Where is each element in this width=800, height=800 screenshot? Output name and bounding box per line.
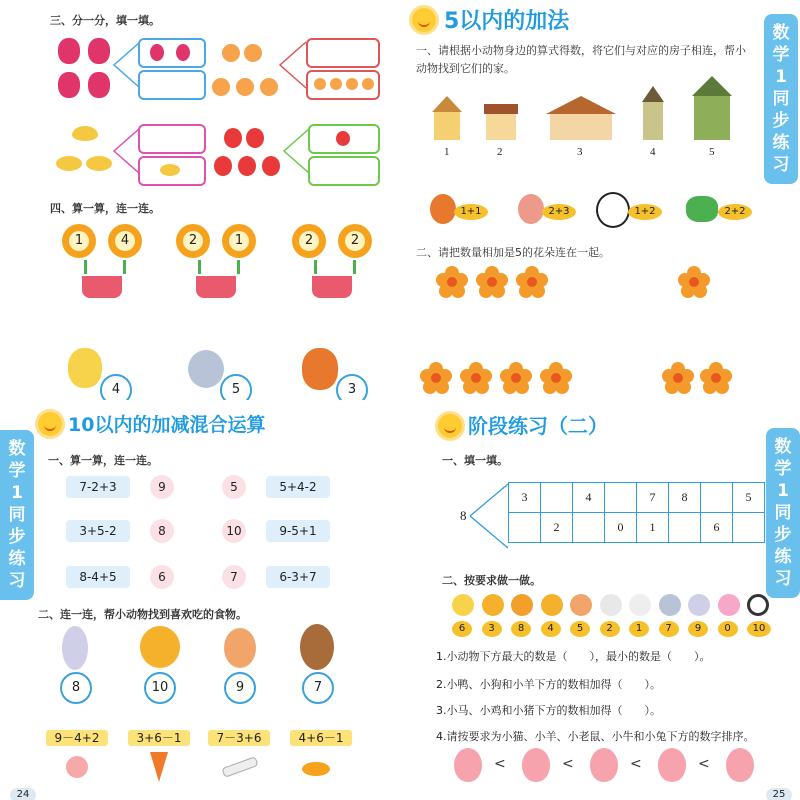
rabbit-icon (688, 594, 710, 616)
house-number: 5 (709, 146, 715, 158)
food-expression[interactable]: 3+6－1 (128, 730, 190, 746)
animal-number: 9 (688, 621, 708, 637)
page-number: 24 (10, 788, 36, 800)
mouse-icon (188, 350, 224, 388)
grid-cell[interactable] (509, 513, 541, 543)
number-circle[interactable]: 9 (150, 475, 174, 499)
fox-number[interactable]: 3 (336, 374, 368, 400)
house-3[interactable] (546, 96, 616, 140)
expression-box[interactable]: 5+4-2 (266, 476, 330, 498)
animal-number: 6 (452, 621, 472, 637)
mouse-icon (659, 594, 681, 616)
section-1-instruction: 一、请根据小动物身边的算式得数，将它们与对应的房子相连，帮小动物找到它们的家。 (416, 44, 746, 75)
quadrant-addition-within-5 (400, 0, 800, 400)
house-number: 1 (444, 146, 450, 158)
quadrant-shapes-sorting (0, 0, 400, 400)
cat-icon (518, 194, 544, 224)
crocodile-icon (686, 196, 718, 222)
flower-icon[interactable] (476, 266, 508, 298)
section-2-heading: 二、连一连，帮小动物找到喜欢吃的食物。 (38, 608, 247, 621)
sunflower-number: 1 (69, 231, 89, 251)
grid-cell[interactable] (573, 513, 605, 543)
grid-cell[interactable]: 1 (637, 513, 669, 543)
page-title: 阶段练习（二） (468, 414, 608, 438)
quadrant-mixed-operations (0, 400, 400, 800)
sunflower-pot (60, 222, 146, 300)
grid-cell[interactable]: 5 (733, 483, 765, 513)
chick-icon (452, 594, 474, 616)
food-expression[interactable]: 4+6－1 (290, 730, 352, 746)
sun-icon (438, 414, 462, 438)
sunflower-pot (290, 222, 376, 300)
animal-number: 1 (629, 621, 649, 637)
number-circle[interactable]: 7 (222, 565, 246, 589)
mouse-number[interactable]: 5 (220, 374, 252, 400)
bracket-arrow (278, 40, 308, 90)
flower-icon[interactable] (700, 362, 732, 394)
animal-number: 2 (600, 621, 620, 637)
expression-box[interactable]: 3+5-2 (66, 520, 130, 542)
duck-icon (68, 348, 102, 388)
duck-icon (482, 594, 504, 616)
section-1-heading: 一、填一填。 (442, 454, 508, 467)
quadrant-stage-practice (400, 400, 800, 800)
dog-number[interactable]: 10 (144, 672, 176, 704)
grid-cell[interactable] (701, 483, 733, 513)
balloon-blank[interactable] (590, 748, 618, 782)
sheep-icon (600, 594, 622, 616)
animal-number: 0 (718, 621, 738, 637)
animal-number: 3 (482, 621, 502, 637)
flower-icon[interactable] (500, 362, 532, 394)
duck-number[interactable]: 4 (100, 374, 132, 400)
grid-cell[interactable]: 8 (669, 483, 701, 513)
section-2-heading: 二、按要求做一做。 (442, 574, 541, 587)
side-tab: 数 学 1 同 步 练 习 (0, 430, 34, 600)
carrot-icon (150, 752, 168, 782)
horse-icon (629, 594, 651, 616)
flower-icon[interactable] (540, 362, 572, 394)
sunflower-number: 2 (345, 231, 365, 251)
side-tab: 数 学 1 同 步 练 习 (764, 14, 798, 184)
monkey-icon (300, 624, 334, 670)
house-number: 4 (650, 146, 656, 158)
fox-icon (430, 194, 456, 224)
fish-icon (302, 762, 330, 776)
flower-icon[interactable] (662, 362, 694, 394)
section-2-instruction: 二、请把数量相加是5的花朵连在一起。 (416, 246, 610, 259)
panda-icon (596, 192, 630, 228)
sun-icon (38, 412, 62, 436)
page-number: 25 (766, 788, 792, 800)
section-4-heading: 四、算一算，连一连。 (50, 202, 160, 215)
answer-box[interactable] (138, 38, 206, 68)
house-2[interactable] (484, 104, 518, 140)
less-than-sign: < (562, 756, 574, 772)
flower-icon[interactable] (436, 266, 468, 298)
grid-cell[interactable]: 7 (637, 483, 669, 513)
sunflower-number: 2 (299, 231, 319, 251)
expression-box[interactable]: 9-5+1 (266, 520, 330, 542)
house-4[interactable] (642, 86, 664, 140)
expression-box[interactable]: 7-2+3 (66, 476, 130, 498)
less-than-sign: < (630, 756, 642, 772)
question-2: 2.小鸭、小狗和小羊下方的数相加得（ ）。 (436, 678, 661, 691)
expression-box[interactable]: 8-4+5 (66, 566, 130, 588)
crocodile-expression[interactable]: 2+2 (718, 204, 752, 220)
monkey-number[interactable]: 7 (302, 672, 334, 704)
cat-icon (570, 594, 592, 616)
fox-icon (302, 348, 338, 390)
number-split-grid (508, 482, 765, 543)
cat-expression[interactable]: 2+3 (542, 204, 576, 220)
dog-icon (541, 594, 563, 616)
animal-number: 4 (541, 621, 561, 637)
grid-cell[interactable]: 2 (541, 513, 573, 543)
pig-icon (718, 594, 740, 616)
house-number: 2 (497, 146, 503, 158)
house-number: 3 (577, 146, 583, 158)
number-circle[interactable]: 8 (150, 519, 174, 543)
cat-icon (224, 628, 256, 668)
grid-cell[interactable] (605, 483, 637, 513)
answer-box[interactable] (138, 70, 206, 100)
number-circle[interactable]: 5 (222, 475, 246, 499)
flower-icon[interactable] (678, 266, 710, 298)
peach-icon (66, 756, 88, 778)
section-1-heading: 一、算一算，连一连。 (48, 454, 158, 467)
split-number: 8 (460, 508, 467, 523)
flower-icon[interactable] (420, 362, 452, 394)
grid-cell[interactable] (669, 513, 701, 543)
cow-icon (747, 594, 769, 616)
grid-cell[interactable] (733, 513, 765, 543)
balloon-blank[interactable] (522, 748, 550, 782)
number-circle[interactable]: 10 (222, 519, 246, 543)
rabbit-icon (62, 626, 88, 670)
grid-cell[interactable] (541, 483, 573, 513)
question-4: 4.请按要求为小猫、小羊、小老鼠、小牛和小兔下方的数字排序。 (436, 730, 755, 743)
expression-box[interactable]: 6-3+7 (266, 566, 330, 588)
bird-icon (511, 594, 533, 616)
cat-number[interactable]: 9 (224, 672, 256, 704)
flower-icon[interactable] (516, 266, 548, 298)
page-title: 5以内的加法 (444, 9, 570, 34)
panda-expression[interactable]: 1+2 (628, 204, 662, 220)
grid-cell[interactable]: 6 (701, 513, 733, 543)
grid-cell[interactable]: 0 (605, 513, 637, 543)
answer-box[interactable] (308, 124, 380, 154)
question-3: 3.小马、小鸡和小猪下方的数相加得（ ）。 (436, 704, 661, 717)
answer-box[interactable] (138, 124, 206, 154)
balloon-blank[interactable] (658, 748, 686, 782)
flower-icon[interactable] (460, 362, 492, 394)
number-circle[interactable]: 6 (150, 565, 174, 589)
house-5[interactable] (692, 76, 732, 140)
house-1[interactable] (432, 96, 462, 140)
sunflower-number: 4 (115, 231, 135, 251)
rabbit-number[interactable]: 8 (60, 672, 92, 704)
animal-number: 8 (511, 621, 531, 637)
answer-box[interactable] (138, 156, 206, 186)
animal-number: 5 (570, 621, 590, 637)
food-expression[interactable]: 7－3+6 (208, 730, 270, 746)
split-lines (470, 482, 510, 552)
fox-expression[interactable]: 1+1 (454, 204, 488, 220)
sunflower-number: 2 (183, 231, 203, 251)
sunflower-pot (174, 222, 260, 300)
animal-number: 10 (747, 621, 771, 637)
food-expression[interactable]: 9－4+2 (46, 730, 108, 746)
answer-box[interactable] (306, 70, 380, 100)
less-than-sign: < (494, 756, 506, 772)
section-3-heading: 三、分一分，填一填。 (50, 14, 160, 27)
sunflower-number: 1 (229, 231, 249, 251)
less-than-sign: < (698, 756, 710, 772)
grid-cell[interactable]: 3 (509, 483, 541, 513)
sun-icon (412, 8, 436, 32)
grid-cell[interactable]: 4 (573, 483, 605, 513)
answer-box[interactable] (308, 156, 380, 186)
question-1: 1.小动物下方最大的数是（ ），最小的数是（ ）。 (436, 650, 711, 663)
side-tab: 数 学 1 同 步 练 习 (766, 428, 800, 598)
page-title: 10以内的加减混合运算 (68, 414, 266, 436)
answer-box[interactable] (306, 38, 380, 68)
balloon-blank[interactable] (454, 748, 482, 782)
dog-icon (140, 626, 180, 668)
balloon-blank[interactable] (726, 748, 754, 782)
bone-icon (221, 756, 258, 778)
animal-number: 7 (659, 621, 679, 637)
